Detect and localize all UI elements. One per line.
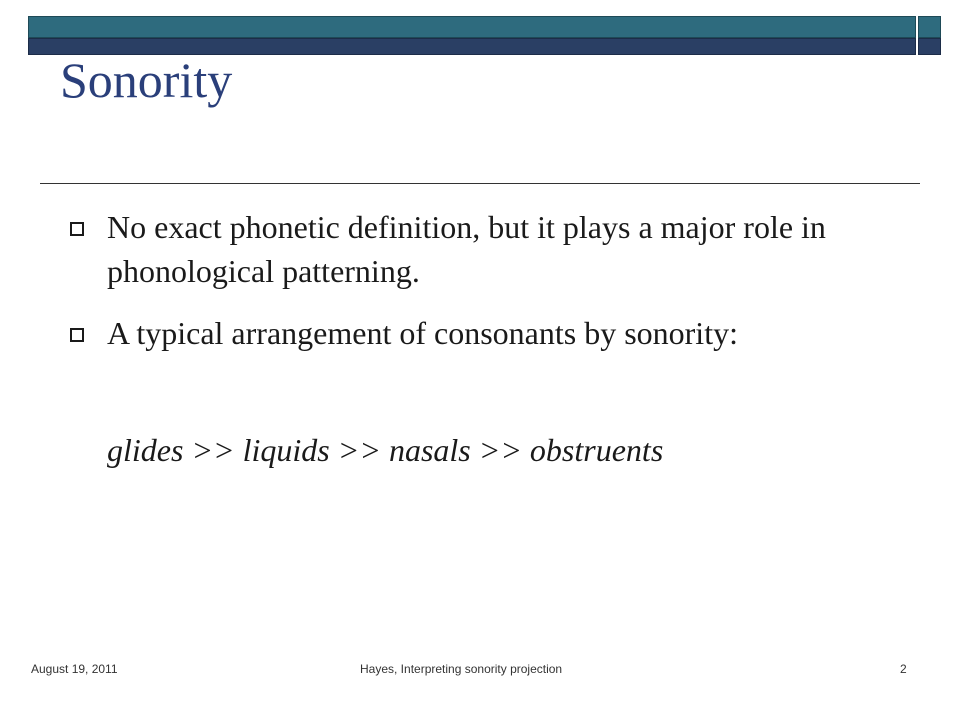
bullet-item — [60, 205, 880, 293]
sonority-scale: glides >> liquids >> nasals >> obstruents — [107, 432, 664, 468]
header-bar-top — [28, 16, 916, 38]
bullet-list — [60, 205, 880, 373]
page-number: 2 — [900, 662, 907, 676]
slide-title: Sonority — [60, 52, 233, 108]
title-divider — [40, 183, 920, 184]
footer-date: August 19, 2011 — [31, 662, 118, 676]
bullet-item — [60, 311, 880, 355]
footer-title: Hayes, Interpreting sonority projection — [360, 662, 563, 676]
hollow-square-bullet-icon — [70, 328, 84, 342]
header-square-top — [918, 16, 941, 38]
hollow-square-bullet-icon — [70, 222, 84, 236]
bullet-text: A typical arrangement of consonants by sonority: — [107, 315, 738, 351]
bullet-text: No exact phonetic definition, but it plays a major role in phonological patterning. — [107, 209, 826, 289]
header-square-bottom — [918, 38, 941, 55]
